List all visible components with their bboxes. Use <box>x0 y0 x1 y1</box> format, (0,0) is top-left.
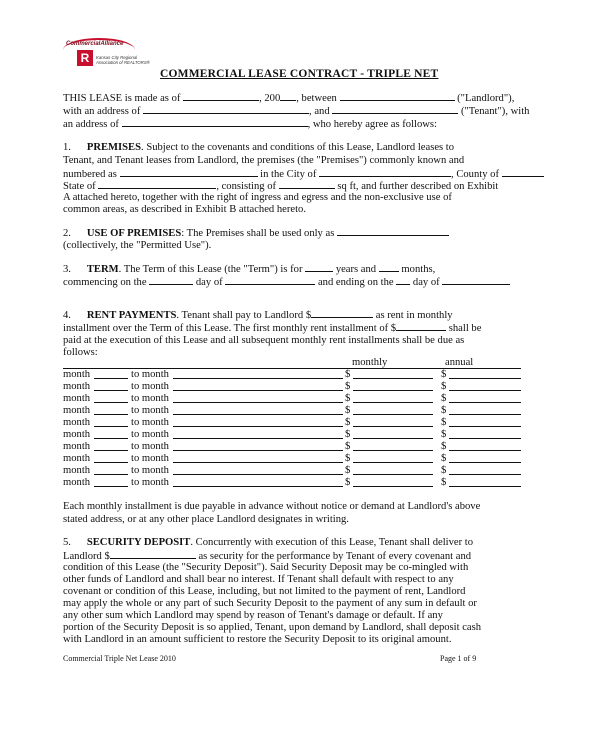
row-annual-amount-blank <box>449 429 521 439</box>
logo-brand-text: CommercialAlliance <box>66 41 124 47</box>
row-monthly-dollar: $ <box>345 429 351 440</box>
row-start-month-blank <box>94 453 128 463</box>
rent-schedule-row <box>0 381 600 393</box>
deposit-line-6: may apply the whole or any part of such Security Deposit to the payment of any sum in default or <box>63 598 477 609</box>
row-end-month-blank <box>173 405 343 415</box>
row-end-month-blank <box>173 369 343 379</box>
row-monthly-amount-blank <box>353 453 433 463</box>
row-annual-amount-blank <box>449 453 521 463</box>
premises-sqft-blank <box>279 179 335 189</box>
row-end-month-blank <box>173 477 343 487</box>
document-title: COMMERCIAL LEASE CONTRACT - TRIPLE NET <box>160 68 439 80</box>
row-month-label: month <box>63 369 91 380</box>
rent-line-1: 4. RENT PAYMENTS. Tenant shall pay to Landlord $ as rent in monthly <box>63 310 453 321</box>
tenant-name-blank <box>332 104 458 114</box>
row-to-month-label: to month <box>131 477 169 488</box>
row-annual-dollar: $ <box>441 417 447 428</box>
row-start-month-blank <box>94 477 128 487</box>
row-end-month-blank <box>173 417 343 427</box>
rent-schedule-row <box>0 453 600 465</box>
term-years-blank <box>305 262 333 272</box>
row-month-label: month <box>63 477 91 488</box>
row-annual-dollar: $ <box>441 465 447 476</box>
row-to-month-label: to month <box>131 393 169 404</box>
premises-line-4: State of , consisting of sq ft, and further described on Exhibit <box>63 181 499 192</box>
deposit-amount-blank <box>110 549 196 559</box>
premises-city-blank <box>319 167 451 177</box>
row-end-month-blank <box>173 441 343 451</box>
row-annual-amount-blank <box>449 381 521 391</box>
rent-schedule-row <box>0 393 600 405</box>
use-line-1: 2. USE OF PREMISES: The Premises shall be used only as <box>63 226 449 240</box>
row-start-month-blank <box>94 429 128 439</box>
row-end-month-blank <box>173 465 343 475</box>
footer-document-name: Commercial Triple Net Lease 2010 <box>63 654 176 663</box>
row-to-month-label: to month <box>131 369 169 380</box>
row-annual-dollar: $ <box>441 381 447 392</box>
deposit-heading: SECURITY DEPOSIT <box>86 537 191 548</box>
row-annual-dollar: $ <box>441 405 447 416</box>
row-month-label: month <box>63 429 91 440</box>
row-to-month-label: to month <box>131 417 169 428</box>
row-end-month-blank <box>173 453 343 463</box>
row-annual-dollar: $ <box>441 477 447 488</box>
rent-column-annual-header: annual <box>445 357 474 368</box>
rent-after-line-2: stated address, or at any other place Landlord designates in writing. <box>63 514 349 525</box>
landlord-name-blank <box>340 91 455 101</box>
rent-after-line-1: Each monthly installment is due payable in advance without notice or demand at Landlord's above <box>63 501 481 512</box>
premises-line-5: A attached hereto, together with the right of ingress and egress and the non-exclusive use of <box>63 192 452 203</box>
deposit-line-8: portion of the Security Deposit is so applied, Tenant, upon demand by Landlord, shall deposit cash <box>63 622 482 633</box>
rent-schedule-row <box>0 405 600 417</box>
row-to-month-label: to month <box>131 453 169 464</box>
deposit-line-7: any other sum which Landlord may spend by reason of Tenant's damage or default. If any <box>63 610 443 621</box>
deposit-line-5: covenant or condition of this Lease, including, but not limited to the payment of rent, Landlord <box>63 586 466 597</box>
row-annual-dollar: $ <box>441 429 447 440</box>
row-start-month-blank <box>94 465 128 475</box>
rent-schedule-row <box>0 477 600 489</box>
intro-line-2: with an address of , and ("Tenant"), with <box>63 106 530 117</box>
premises-heading: PREMISES <box>86 142 142 153</box>
row-monthly-amount-blank <box>353 369 433 379</box>
row-monthly-amount-blank <box>353 381 433 391</box>
row-monthly-amount-blank <box>353 477 433 487</box>
row-to-month-label: to month <box>131 429 169 440</box>
rent-schedule-row <box>0 369 600 381</box>
use-heading: USE OF PREMISES <box>86 228 182 239</box>
rent-schedule-row <box>0 465 600 477</box>
premises-county-blank <box>502 167 544 177</box>
row-annual-amount-blank <box>449 417 521 427</box>
row-end-month-blank <box>173 381 343 391</box>
deposit-line-9: with Landlord in an amount sufficient to restore the Security Deposit to its original amount. <box>63 634 452 645</box>
row-annual-amount-blank <box>449 393 521 403</box>
row-month-label: month <box>63 441 91 452</box>
row-start-month-blank <box>94 393 128 403</box>
term-line-1: 3. TERM. The Term of this Lease (the "Term") is for years and months, <box>63 264 436 275</box>
row-end-month-blank <box>173 393 343 403</box>
tenant-address-blank <box>122 117 308 127</box>
deposit-line-1: 5. SECURITY DEPOSIT. Concurrently with execution of this Lease, Tenant shall deliver to <box>63 537 474 548</box>
row-annual-amount-blank <box>449 477 521 487</box>
intro-line-3: an address of , who hereby agree as follows: <box>63 119 437 130</box>
lease-year-blank <box>280 91 296 101</box>
realtor-r-icon: R <box>77 50 93 66</box>
row-monthly-dollar: $ <box>345 369 351 380</box>
row-monthly-dollar: $ <box>345 441 351 452</box>
row-monthly-dollar: $ <box>345 405 351 416</box>
row-start-month-blank <box>94 369 128 379</box>
permitted-use-blank <box>337 226 449 236</box>
row-end-month-blank <box>173 429 343 439</box>
row-to-month-label: to month <box>131 381 169 392</box>
commencing-month-blank <box>225 275 315 285</box>
ending-day-blank <box>396 275 410 285</box>
rent-column-monthly-header: monthly <box>352 357 388 368</box>
row-monthly-dollar: $ <box>345 393 351 404</box>
commencing-day-blank <box>149 275 193 285</box>
rent-total-blank <box>311 308 373 318</box>
row-month-label: month <box>63 393 91 404</box>
use-line-2: (collectively, the "Permitted Use"). <box>63 240 212 251</box>
rent-schedule-row <box>0 441 600 453</box>
landlord-address-blank <box>143 104 309 114</box>
row-monthly-amount-blank <box>353 465 433 475</box>
row-month-label: month <box>63 405 91 416</box>
row-to-month-label: to month <box>131 441 169 452</box>
row-monthly-amount-blank <box>353 417 433 427</box>
row-monthly-amount-blank <box>353 405 433 415</box>
row-annual-dollar: $ <box>441 393 447 404</box>
row-annual-amount-blank <box>449 441 521 451</box>
row-start-month-blank <box>94 441 128 451</box>
row-annual-dollar: $ <box>441 369 447 380</box>
rent-schedule-row <box>0 417 600 429</box>
footer-page-number: Page 1 of 9 <box>440 654 477 663</box>
row-monthly-dollar: $ <box>345 477 351 488</box>
term-months-blank <box>379 262 399 272</box>
premises-number-blank <box>120 167 258 177</box>
row-monthly-amount-blank <box>353 429 433 439</box>
ending-month-blank <box>442 275 510 285</box>
premises-line-1: 1. PREMISES. Subject to the covenants and conditions of this Lease, Landlord leases to <box>63 142 455 153</box>
row-to-month-label: to month <box>131 405 169 416</box>
row-annual-dollar: $ <box>441 441 447 452</box>
row-monthly-dollar: $ <box>345 465 351 476</box>
deposit-line-2: Landlord $ as security for the performance by Tenant of every covenant and <box>63 551 472 562</box>
rent-line-4: follows: <box>63 347 98 358</box>
row-monthly-amount-blank <box>353 441 433 451</box>
row-month-label: month <box>63 453 91 464</box>
premises-line-6: common areas, as described in Exhibit B attached hereto. <box>63 204 306 215</box>
row-annual-amount-blank <box>449 369 521 379</box>
term-heading: TERM <box>86 264 119 275</box>
premises-state-blank <box>98 179 216 189</box>
rent-schedule-row <box>0 429 600 441</box>
row-month-label: month <box>63 465 91 476</box>
premises-line-3: numbered as in the City of , County of <box>63 167 544 181</box>
row-monthly-dollar: $ <box>345 381 351 392</box>
row-start-month-blank <box>94 417 128 427</box>
row-start-month-blank <box>94 405 128 415</box>
row-monthly-dollar: $ <box>345 417 351 428</box>
deposit-line-3: condition of this Lease (the "Security Deposit"). Said Security Deposit may be co-mingled with <box>63 562 469 573</box>
row-start-month-blank <box>94 381 128 391</box>
logo-subtitle: Kansas City Regional Association of REALTORS® <box>96 55 150 65</box>
rent-line-2: installment over the Term of this Lease. The first monthly rent installment of $ shall be <box>63 323 482 334</box>
lease-date-blank <box>183 91 259 101</box>
row-annual-dollar: $ <box>441 453 447 464</box>
intro-line-1: THIS LEASE is made as of , 200 , between ("Landlord"), <box>63 93 515 104</box>
commercial-alliance-logo <box>63 38 158 78</box>
rent-line-3: paid at the execution of this Lease and all subsequent monthly rent installments shall be due as <box>63 335 465 346</box>
row-month-label: month <box>63 417 91 428</box>
row-annual-amount-blank <box>449 465 521 475</box>
row-monthly-dollar: $ <box>345 453 351 464</box>
row-month-label: month <box>63 381 91 392</box>
term-line-2: commencing on the day of and ending on the day of <box>63 275 510 289</box>
first-installment-blank <box>396 321 446 331</box>
row-to-month-label: to month <box>131 465 169 476</box>
deposit-line-4: other funds of Landlord and shall bear no interest. If Tenant shall default with respect to any <box>63 574 454 585</box>
row-annual-amount-blank <box>449 405 521 415</box>
row-monthly-amount-blank <box>353 393 433 403</box>
rent-heading: RENT PAYMENTS <box>86 310 177 321</box>
premises-line-2: Tenant, and Tenant leases from Landlord, the premises (the "Premises") commonly known and <box>63 155 465 166</box>
